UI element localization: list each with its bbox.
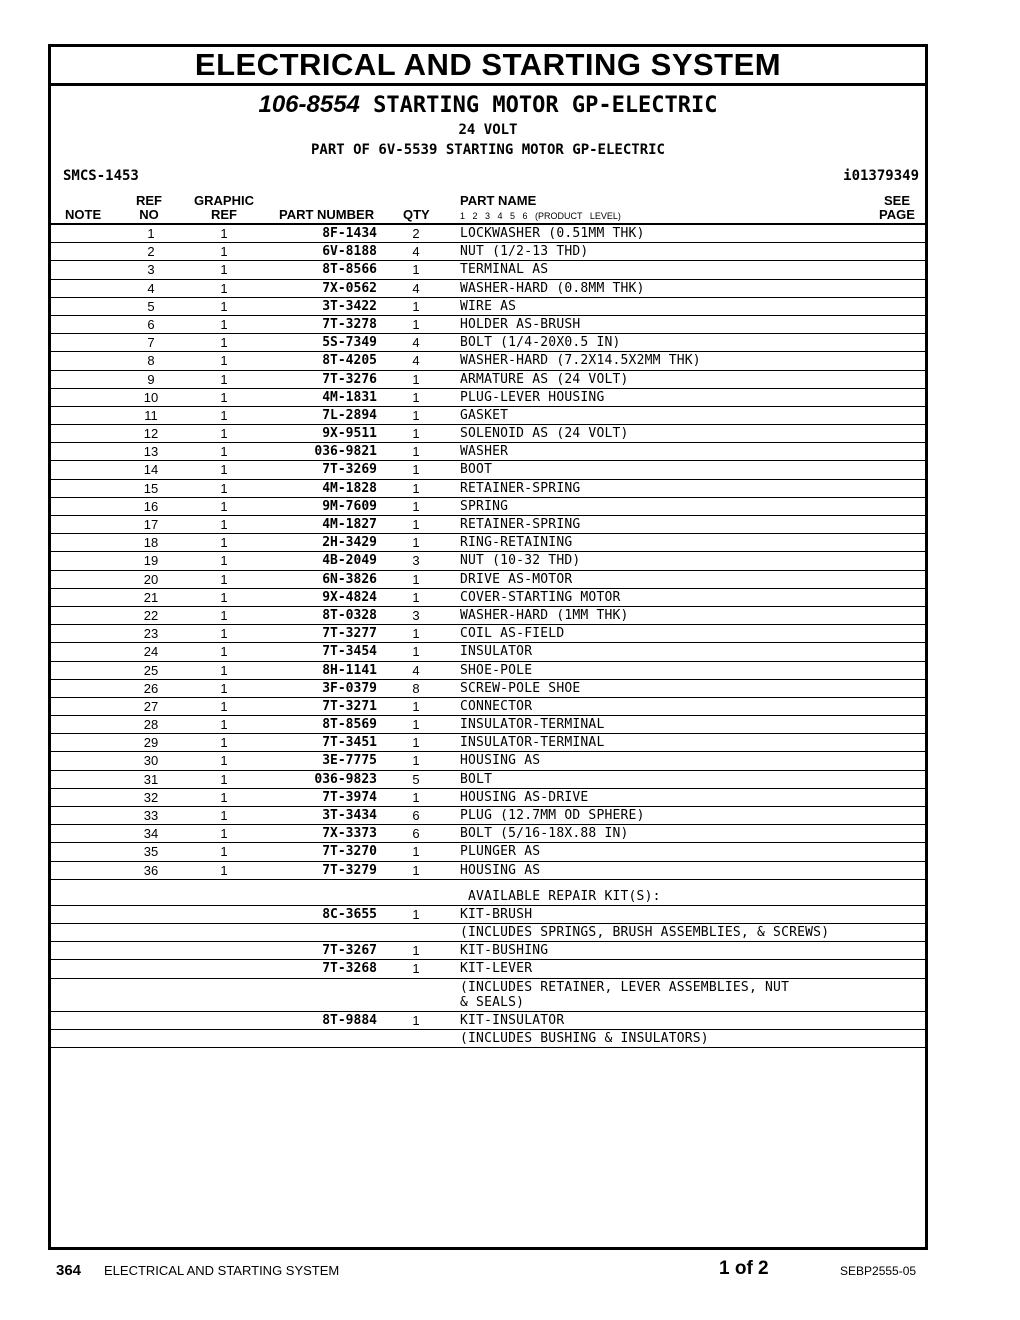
ref-number: 26 [143,680,159,696]
quantity: 1 [412,535,420,551]
part-number: 7T-3277 [322,626,377,642]
graphic-ref: 1 [220,862,228,878]
part-name: BOLT (5/16-18X.88 IN) [460,826,629,842]
quantity: 1 [412,698,420,714]
part-number: 6N-3826 [322,571,377,587]
part-name: PLUG (12.7MM OD SPHERE) [460,808,645,823]
graphic-ref: 1 [220,480,228,496]
part-name: WASHER-HARD (1MM THK) [460,607,629,623]
quantity: 1 [412,589,420,605]
ref-number: 24 [143,644,159,660]
part-name: INSULATOR [460,644,533,660]
quantity: 1 [412,407,420,423]
graphic-ref: 1 [220,389,228,405]
part-number: 036-9823 [314,771,377,787]
part-number: 9X-9511 [322,426,377,442]
quantity: 4 [412,335,420,351]
col-part-number: PART NUMBER [279,207,375,222]
quantity: 1 [412,316,420,332]
table-row [51,716,925,734]
quantity: 1 [412,844,420,860]
part-number: 7T-3270 [322,844,377,860]
ref-number: 18 [143,535,159,551]
quantity: 1 [412,498,420,514]
graphic-ref: 1 [220,589,228,605]
part-name: DRIVE AS-MOTOR [460,571,573,587]
part-name: BOLT (1/4-20X0.5 IN) [460,335,621,351]
table-row [51,607,925,625]
part-name: WASHER-HARD (7.2X14.5X2MM THK) [460,353,701,369]
part-name: RING-RETAINING [460,535,573,551]
graphic-ref: 1 [220,553,228,569]
table-row [51,825,925,843]
col-graphic-top: GRAPHIC [194,193,254,208]
graphic-ref: 1 [220,626,228,642]
kit-part-number: 8C-3655 [322,906,377,922]
part-number: 9M-7609 [322,498,377,514]
quantity: 1 [412,517,420,532]
part-name: SCREW-POLE SHOE [460,680,581,696]
part-number: 2H-3429 [322,535,377,551]
table-row [51,461,925,479]
col-ref-top: REF [136,193,162,208]
kit-row [51,924,925,942]
col-product-levels: 1 2 3 4 5 6 (PRODUCT LEVEL) [460,211,621,221]
group-part-title: STARTING MOTOR GP-ELECTRIC [373,93,718,118]
graphic-ref: 1 [220,371,228,387]
table-row [51,498,925,516]
table-row [51,425,925,443]
ref-number: 27 [143,698,159,714]
table-row [51,243,925,261]
part-number: 036-9821 [314,444,377,460]
table-row [51,334,925,352]
graphic-ref: 1 [220,462,228,478]
table-row [51,371,925,389]
ref-number: 8 [147,353,155,369]
table-row [51,589,925,607]
quantity: 1 [412,789,420,805]
ref-number: 32 [143,789,159,805]
col-note: NOTE [65,207,102,222]
graphic-ref: 1 [220,244,228,260]
ref-number: 30 [143,753,159,769]
kit-part-number: 8T-9884 [322,1012,377,1028]
part-name: WASHER-HARD (0.8MM THK) [460,280,645,296]
quantity: 1 [412,262,420,278]
table-row [51,516,925,534]
graphic-ref: 1 [220,662,228,678]
table-row [51,571,925,589]
kit-row [51,979,925,1012]
ref-number: 10 [143,389,159,405]
graphic-ref: 1 [220,717,228,733]
graphic-ref: 1 [220,571,228,587]
part-number: 8F-1434 [322,226,377,241]
part-name: HOUSING AS-DRIVE [460,789,589,805]
quantity: 1 [412,571,420,587]
part-number: 7T-3454 [322,644,377,660]
ref-number: 19 [143,553,159,569]
part-name: HOLDER AS-BRUSH [460,316,581,332]
table-row [51,225,925,243]
quantity: 1 [412,389,420,405]
quantity: 1 [412,298,420,314]
part-name: SPRING [460,498,509,514]
part-number: 7X-3373 [322,826,377,842]
graphic-ref: 1 [220,426,228,442]
graphic-ref: 1 [220,517,228,532]
ref-number: 25 [143,662,159,678]
graphic-ref: 1 [220,680,228,696]
table-row [51,552,925,570]
part-number: 4M-1827 [322,517,377,532]
part-name: GASKET [460,407,509,423]
table-row [51,862,925,880]
table-spacer [51,880,925,888]
graphic-ref: 1 [220,262,228,278]
part-name: HOUSING AS [460,753,541,769]
table-row [51,643,925,661]
graphic-ref: 1 [220,353,228,369]
ref-number: 12 [143,426,159,442]
part-number: 4M-1831 [322,389,377,405]
ref-number: 35 [143,844,159,860]
quantity: 6 [412,826,420,842]
quantity: 1 [412,626,420,642]
part-name: ARMATURE AS (24 VOLT) [460,371,629,387]
ref-number: 16 [143,498,159,514]
ref-number: 34 [143,826,159,842]
part-name: TERMINAL AS [460,262,549,278]
part-of-label: PART OF 6V-5539 STARTING MOTOR GP-ELECTRIC [310,142,665,158]
graphic-ref: 1 [220,316,228,332]
part-number: 3T-3422 [322,298,377,314]
part-name: COIL AS-FIELD [460,626,565,642]
part-number: 7X-0562 [322,280,377,296]
part-number: 3F-0379 [322,680,377,696]
kit-name: (INCLUDES SPRINGS, BRUSH ASSEMBLIES, & SCREWS) [460,924,830,940]
part-name: BOLT [460,771,493,787]
kit-part-number: 7T-3267 [322,943,377,959]
kit-name: KIT-BRUSH [460,906,533,922]
group-part-number: 106-8554 [258,91,360,118]
kit-row [51,906,925,924]
quantity: 1 [412,753,420,769]
quantity: 1 [412,371,420,387]
col-qty: QTY [403,207,430,222]
ref-number: 20 [143,571,159,587]
table-row [51,843,925,861]
col-part-name: PART NAME [460,193,537,208]
ref-number: 4 [147,280,155,296]
quantity: 8 [412,680,420,696]
graphic-ref: 1 [220,607,228,623]
ref-number: 23 [143,626,159,642]
part-number: 3E-7775 [322,753,377,769]
kit-name: KIT-LEVER [460,961,533,977]
quantity: 3 [412,553,420,569]
graphic-ref: 1 [220,789,228,805]
part-name: INSULATOR-TERMINAL [460,735,605,751]
document-identifier: i01379349 [843,168,919,184]
part-heading [51,91,925,120]
ref-number: 11 [144,407,158,423]
quantity: 4 [412,662,420,678]
part-name: NUT (10-32 THD) [460,553,581,569]
graphic-ref: 1 [220,826,228,842]
table-row [51,352,925,370]
section-title: ELECTRICAL AND STARTING SYSTEM [51,47,925,86]
kit-name: KIT-INSULATOR [460,1012,565,1028]
ref-number: 6 [147,316,155,332]
graphic-ref: 1 [220,735,228,751]
part-name: BOOT [460,462,493,478]
graphic-ref: 1 [220,644,228,660]
part-name: INSULATOR-TERMINAL [460,717,605,733]
ref-number: 36 [143,862,159,878]
ref-number: 14 [143,462,159,478]
kit-name: (INCLUDES RETAINER, LEVER ASSEMBLIES, NUT & SEALS) [460,979,790,1010]
kit-quantity: 1 [412,1012,420,1028]
part-name: LOCKWASHER (0.51MM THK) [460,226,645,241]
graphic-ref: 1 [220,753,228,769]
quantity: 1 [412,426,420,442]
col-ref-bottom: NO [139,207,159,222]
quantity: 4 [412,244,420,260]
table-row [51,662,925,680]
col-graphic-bottom: REF [211,207,237,222]
part-name: CONNECTOR [460,698,533,714]
quantity: 1 [412,862,420,878]
quantity: 1 [412,462,420,478]
part-number: 7T-3278 [322,316,377,332]
table-row [51,752,925,770]
table-row [51,316,925,334]
footer-section: ELECTRICAL AND STARTING SYSTEM [104,1263,340,1278]
part-number: 3T-3434 [322,808,377,823]
col-see-bottom: PAGE [879,207,915,222]
kit-row [51,1012,925,1030]
ref-number: 1 [147,226,155,241]
table-row [51,389,925,407]
part-number: 7T-3271 [322,698,377,714]
graphic-ref: 1 [220,844,228,860]
part-name: SHOE-POLE [460,662,533,678]
kit-name: (INCLUDES BUSHING & INSULATORS) [460,1030,709,1046]
part-number: 4M-1828 [322,480,377,496]
part-number: 7T-3279 [322,862,377,878]
kit-quantity: 1 [412,906,420,922]
smcs-code: SMCS-1453 [63,168,139,184]
part-number: 7T-3276 [322,371,377,387]
ref-number: 5 [147,298,155,314]
part-number: 8T-4205 [322,353,377,369]
kit-row [51,1030,925,1048]
quantity: 1 [412,717,420,733]
table-row [51,698,925,716]
part-number: 7T-3451 [322,735,377,751]
kit-row [51,942,925,960]
ref-number: 17 [143,517,159,532]
table-row [51,280,925,298]
table-row [51,261,925,279]
graphic-ref: 1 [220,808,228,823]
part-name: HOUSING AS [460,862,541,878]
part-name: PLUG-LEVER HOUSING [460,389,605,405]
part-number: 7T-3269 [322,462,377,478]
quantity: 1 [412,444,420,460]
part-number: 8T-0328 [322,607,377,623]
ref-number: 21 [143,589,159,605]
ref-number: 7 [147,335,155,351]
graphic-ref: 1 [220,535,228,551]
graphic-ref: 1 [220,698,228,714]
quantity: 1 [412,735,420,751]
quantity: 1 [412,480,420,496]
table-row [51,807,925,825]
quantity: 2 [412,226,420,241]
kit-quantity: 1 [412,961,420,977]
part-number: 8T-8566 [322,262,377,278]
part-number: 7L-2894 [322,407,377,423]
ref-number: 33 [143,808,159,823]
table-row [51,680,925,698]
graphic-ref: 1 [220,407,228,423]
graphic-ref: 1 [220,771,228,787]
table-row [51,734,925,752]
ref-number: 3 [147,262,155,278]
ref-number: 15 [143,480,159,496]
quantity: 4 [412,280,420,296]
kit-name: KIT-BUSHING [460,943,549,959]
quantity: 1 [412,644,420,660]
ref-number: 31 [143,771,159,787]
page-frame [48,44,928,1250]
table-row [51,771,925,789]
part-number: 9X-4824 [322,589,377,605]
part-name: RETAINER-SPRING [460,517,581,532]
kit-row [51,960,925,978]
part-number: 6V-8188 [322,244,377,260]
table-row [51,789,925,807]
graphic-ref: 1 [220,335,228,351]
table-row [51,480,925,498]
table-row [51,534,925,552]
part-name: PLUNGER AS [460,844,541,860]
table-row [51,298,925,316]
ref-number: 9 [147,371,155,387]
ref-number: 2 [147,244,155,260]
part-name: RETAINER-SPRING [460,480,581,496]
kit-quantity: 1 [412,943,420,959]
part-number: 7T-3974 [322,789,377,805]
table-row [51,443,925,461]
part-number: 8H-1141 [322,662,377,678]
parts-table-body [51,225,925,1048]
voltage-label: 24 VOLT [458,122,518,138]
quantity: 4 [412,353,420,369]
part-name: COVER-STARTING MOTOR [460,589,621,605]
graphic-ref: 1 [220,226,228,241]
part-number: 4B-2049 [322,553,377,569]
quantity: 6 [412,808,420,823]
footer-document-number: SEBP2555-05 [840,1264,917,1278]
graphic-ref: 1 [220,444,228,460]
repair-kits-heading: AVAILABLE REPAIR KIT(S): [468,888,661,904]
footer-page-of: 1 of 2 [719,1258,769,1279]
graphic-ref: 1 [220,498,228,514]
ref-number: 22 [143,607,159,623]
quantity: 5 [412,771,420,787]
table-row [51,407,925,425]
part-number: 5S-7349 [322,335,377,351]
kit-part-number: 7T-3268 [322,961,377,977]
ref-number: 29 [143,735,159,751]
table-row [51,625,925,643]
part-number: 8T-8569 [322,717,377,733]
graphic-ref: 1 [220,298,228,314]
col-see-top: SEE [883,193,910,208]
ref-number: 13 [143,444,159,460]
part-name: SOLENOID AS (24 VOLT) [460,426,629,442]
part-name: WASHER [460,444,509,460]
ref-number: 28 [143,717,159,733]
part-name: NUT (1/2-13 THD) [460,244,589,260]
repair-kits-heading-row [51,888,925,906]
graphic-ref: 1 [220,280,228,296]
quantity: 3 [412,607,420,623]
footer-page-number: 364 [56,1262,82,1279]
part-name: WIRE AS [460,298,517,314]
